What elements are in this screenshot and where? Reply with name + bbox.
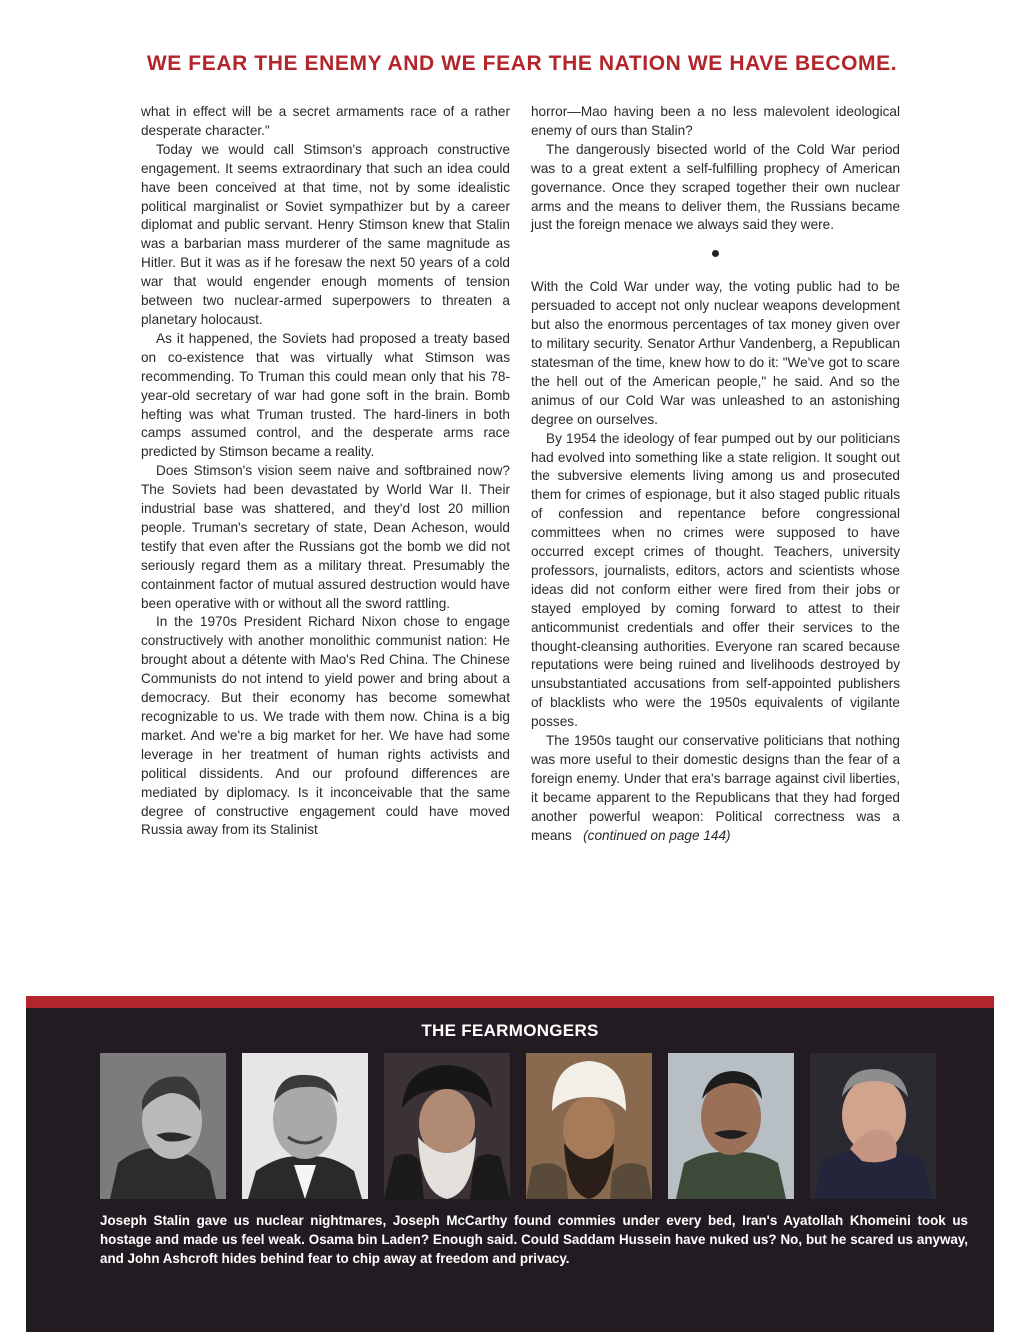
paragraph: Today we would call Stimson's approach constructive engagement. It seems extraordinary that such an idea could have been conceived at that time, not by some idealistic political marginalist or Soviet sympathizer but by a career diplomat and public servant. Henry Stimson knew that Stalin was a barbarian mass murderer of the same magnitude as Hitler. But it was as if he foresaw the next 50 years of a cold war that would engender enough moments of tension between two nuclear-armed superpowers to threaten a planetary holocaust. <box>141 141 510 327</box>
left-column <box>141 103 510 840</box>
panel-title: THE FEARMONGERS <box>421 1021 599 1040</box>
paragraph: The dangerously bisected world of the Cold War period was to a great extent a self-fulfilling prophecy of American governance. Once they scraped together their own nuclear arms and the means to deliver them, the Russians became just the foreign menace we always said they were. <box>531 141 900 233</box>
section-break-bullet <box>712 250 719 257</box>
fearmongers-panel <box>26 996 994 1332</box>
portrait-photo <box>526 1053 652 1199</box>
paragraph: Does Stimson's vision seem naive and softbrained now? The Soviets had been devastated by World War II. Their industrial base was shattered, and they'd lost 20 million people. Truman's secretary of state, Dean Acheson, would testify that even after the Russians got the bomb we did not seriously regard them as a military threat. Presumably the containment factor of mutual assured destruction would have been operative with or without all the sword rattling. <box>141 463 510 611</box>
right-column <box>531 103 900 846</box>
portrait-photo <box>668 1053 794 1199</box>
paragraph: As it happened, the Soviets had proposed a treaty based on co-existence that was virtually what Stimson was recommending. To Truman this could mean only that his 78-year-old secretary of war had gone soft in the brain. Bomb hefting was what Truman trusted. The hard-liners in both camps assumed control, and the desperate arms race predicted by Stimson became a reality. <box>141 330 510 460</box>
headline: WE FEAR THE ENEMY AND WE FEAR THE NATION WE HAVE BECOME. <box>146 52 898 75</box>
portrait-photo <box>100 1053 226 1199</box>
paragraph: By 1954 the ideology of fear pumped out by our politicians had evolved into something like a state religion. It sought out the subversive elements living among us and prosecuted them for crimes of espionage, but it also staged public rituals of confession and repentance before congressional committees when no crimes were supposed to have occurred except crimes of thought. Teachers, university professors, journalists, editors, actors and scientists whose ideas did not conform either were fired from their jobs or stayed employed by coming forward to attest to their anticommunist credentials and offer their services to the thought-cleansing authorities. Everyone ran scared because reputations were being ruined and livelihoods destroyed by unsubstantiated accusations from self-appointed publishers of blacklists who were the 1950s equivalents of vigilante posses. <box>531 430 900 730</box>
paragraph: what in effect will be a secret armaments race of a rather desperate character." <box>141 104 510 138</box>
paragraph: horror—Mao having been a no less malevolent ideological enemy of ours than Stalin? <box>531 104 900 138</box>
paragraph: In the 1970s President Richard Nixon chose to engage constructively with another monolithic communist nation: He brought about a détente with Mao's Red China. The Chinese Communists do not intend to yield power and bring about a democracy. But their economy has become somewhat recognizable to us. We trade with them now. China is a big market. And we're a big market for her. We have had some leverage in her treatment of human rights activists and political dissidents. And our profound differences are mediated by diplomacy. Is it inconceivable that the same degree of constructive engagement could have moved Russia away from its Stalinist <box>141 614 510 838</box>
portrait-photo <box>810 1053 936 1199</box>
photo-caption: Joseph Stalin gave us nuclear nightmares, Joseph McCarthy found commies under every bed, Iran's Ayatollah Khomeini took us hostage and made us feel weak. Osama bin Laden? Enough said. Could Saddam Hussein have nuked us? No, but he scared us anyway, and John Ashcroft hides behind fear to chip away at freedom and privacy. <box>100 1213 968 1266</box>
portrait-photo <box>242 1053 368 1199</box>
paragraph: With the Cold War under way, the voting public had to be persuaded to accept not only nuclear weapons development but also the enormous percentages of tax money given over to military security. Senator Arthur Vandenberg, a Republican statesman of the time, knew how to do it: "We've got to scare the hell out of the American people," he said. And so the animus of our Cold War was unleashed to an astonishing degree on ourselves. <box>531 279 900 427</box>
portrait-photo <box>384 1053 510 1199</box>
paragraph-last <box>531 732 900 845</box>
paragraph-text: The 1950s taught our conservative politicians that nothing was more useful to their domestic designs than the fear of a foreign enemy. Under that era's barrage against civil liberties, it became apparent to the Republicans that they had forged another powerful weapon: Political correctness was a means <box>531 733 900 843</box>
continued-note: (continued on page 144) <box>583 827 731 843</box>
